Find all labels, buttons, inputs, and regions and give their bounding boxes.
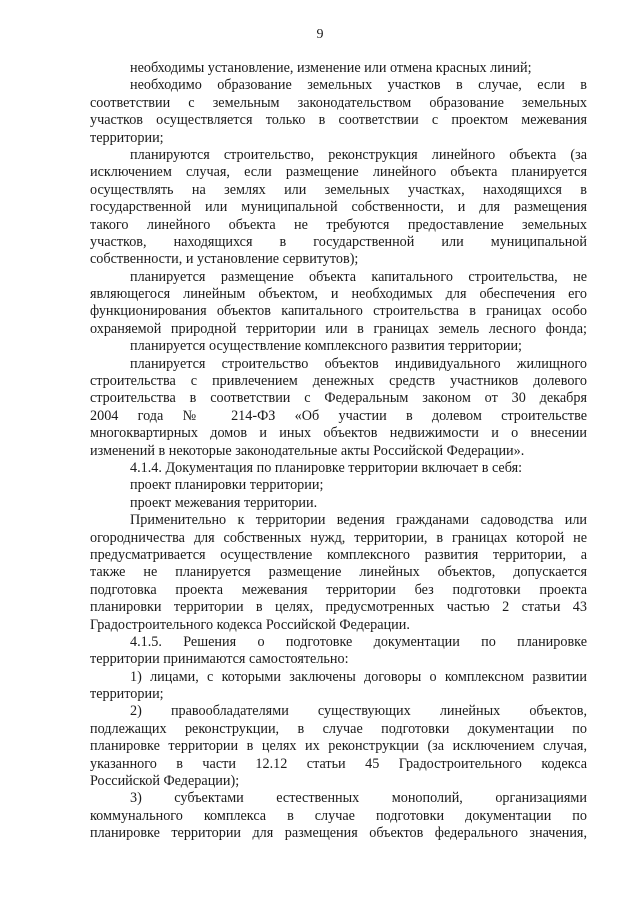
- text-line: охраняемой природной территории или в границах земель лесного фонда;: [90, 320, 587, 337]
- text-line: коммунального комплекса в случае подготовки документации по: [90, 807, 587, 824]
- text-line: строительства в соответствии с Федеральным законом от 30 декабря: [90, 390, 587, 407]
- page-number: 9: [316, 27, 324, 42]
- text-line: собственности, и установление сервитутов);: [90, 251, 359, 268]
- text-line: планируются строительство, реконструкция линейного объекта (за: [130, 146, 587, 163]
- text-line: осуществлять на землях или земельных участках, находящихся в: [90, 181, 587, 198]
- text-line: проект планировки территории;: [130, 477, 324, 494]
- text-line: 2004 года № 214-ФЗ «Об участии в долевом строительстве: [90, 407, 587, 424]
- text-line: строительства с привлечением денежных средств участников долевого: [90, 373, 587, 390]
- text-line: функционирования объектов капитального строительства в границах особо: [90, 303, 587, 320]
- text-line: территории принимаются самостоятельно:: [90, 651, 349, 668]
- text-line: огородничества для собственных нужд, территории, в границах которой не: [90, 529, 587, 546]
- text-line: территории;: [90, 686, 164, 703]
- text-line: Градостроительного кодекса Российской Федерации.: [90, 616, 410, 633]
- text-line: участков, находящихся в государственной или муниципальной: [90, 233, 587, 250]
- text-line: планировке территории в целях их реконструкции (за исключением случая,: [90, 738, 587, 755]
- text-line: участков осуществляется только в соответствии с проектом межевания: [90, 112, 587, 129]
- text-line: многоквартирных домов и иных объектов недвижимости и о внесении: [90, 425, 587, 442]
- text-line: указанного в части 12.12 статьи 45 Градостроительного кодекса: [90, 755, 587, 772]
- text-line: 4.1.5. Решения о подготовке документации по планировке: [130, 633, 587, 650]
- text-line: планировки территории в целях, предусмотренных частью 2 статьи 43: [90, 599, 587, 616]
- body-text: [90, 60, 587, 843]
- text-line: 4.1.4. Документация по планировке территории включает в себя:: [130, 459, 523, 476]
- text-line: планируется строительство объектов индивидуального жилищного: [130, 355, 587, 372]
- text-line: подготовка проекта межевания территории без подготовки проекта: [90, 581, 587, 598]
- text-line: территории;: [90, 129, 164, 146]
- text-line: 1) лицами, с которыми заключены договоры о комплексном развитии: [130, 668, 587, 685]
- text-line: предусматривается осуществление комплексного развития территории, а: [90, 546, 587, 563]
- text-line: 3) субъектами естественных монополий, организациями: [130, 790, 587, 807]
- text-line: являющегося линейным объектом, и необходимых для обеспечения его: [90, 286, 587, 303]
- text-line: проект межевания территории.: [130, 494, 318, 511]
- text-line: необходимо образование земельных участков в случае, если в: [130, 77, 587, 94]
- text-line: планируется осуществление комплексного развития территории;: [130, 338, 522, 355]
- text-line: такого линейного объекта не требуются предоставление земельных: [90, 216, 587, 233]
- text-line: Применительно к территории ведения гражданами садоводства или: [130, 512, 587, 529]
- text-line: Российской Федерации);: [90, 773, 240, 790]
- text-line: необходимы установление, изменение или отмена красных линий;: [130, 60, 532, 76]
- text-line: подлежащих реконструкции, в случае подготовки документации по: [90, 720, 587, 737]
- text-line: государственной или муниципальной собственности, и для размещения: [90, 199, 587, 216]
- text-line: 2) правообладателями существующих линейных объектов,: [130, 703, 587, 720]
- text-line: планировке территории для размещения объектов федерального значения,: [90, 825, 587, 842]
- text-line: соответствии с земельным законодательством образование земельных: [90, 94, 587, 111]
- text-line: изменений в некоторые законодательные акты Российской Федерации».: [90, 442, 525, 459]
- text-line: планируется размещение объекта капитального строительства, не: [130, 268, 587, 285]
- text-line: также не планируется размещение линейных объектов, допускается: [90, 564, 587, 581]
- text-line: исключением случая, если размещение линейного объекта планируется: [90, 164, 587, 181]
